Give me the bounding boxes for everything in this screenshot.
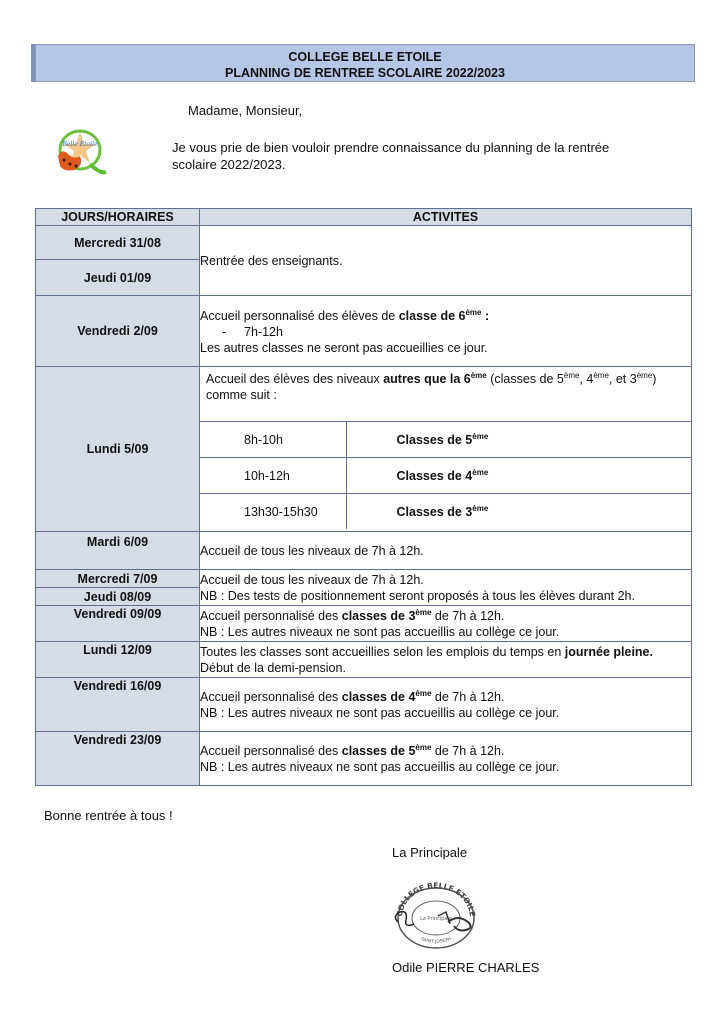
superscript: ème [472, 431, 489, 441]
activity-text: Toutes les classes sont accueillies selon les emplois du temps en [200, 645, 565, 659]
closing-text: Bonne rentrée à tous ! [44, 808, 173, 823]
activity-bold-text: : [481, 308, 490, 323]
day-cell: Mercredi 7/09 [36, 570, 200, 588]
superscript: ème [636, 370, 653, 380]
table-row [36, 532, 692, 570]
activity-note: NB : Les autres niveaux ne sont pas accueillis au collège ce jour. [200, 760, 560, 774]
day-cell: Mardi 6/09 [36, 532, 200, 570]
time-slot: 10h-12h [200, 458, 346, 494]
superscript: ème [470, 370, 487, 380]
svg-text:SAINT-JOSEPH [420, 936, 452, 945]
time-slot-row [200, 494, 691, 530]
activity-note: NB : Les autres niveaux ne sont pas accueillis au collège ce jour. [200, 706, 560, 720]
table-row [36, 570, 692, 588]
activity-text: Accueil personnalisé des élèves de [200, 308, 399, 323]
document-header [35, 44, 695, 82]
superscript: ème [472, 503, 489, 513]
activity-cell [200, 606, 692, 642]
activity-text: Accueil de tous les niveaux de 7h à 12h. [200, 573, 424, 587]
logo-text: Belle Etoile [62, 141, 98, 148]
activity-cell [200, 732, 692, 786]
table-row [36, 226, 692, 260]
time-slot-row [200, 458, 691, 494]
school-name: COLLEGE BELLE ETOILE [288, 50, 442, 64]
activity-cell: Accueil de tous les niveaux de 7h à 12h. [200, 532, 692, 570]
day-cell: Vendredi 2/09 [36, 296, 200, 367]
table-row [36, 367, 692, 532]
activity-text: , et 3 [608, 372, 637, 386]
table-row [36, 296, 692, 367]
activity-bold-text: classes de 4 [341, 690, 416, 704]
day-cell: Lundi 5/09 [36, 367, 200, 532]
class-slot [346, 458, 691, 494]
activity-cell [200, 367, 692, 532]
column-header-days: JOURS/HORAIRES [36, 209, 200, 226]
day-cell: Mercredi 31/08 [36, 226, 200, 260]
time-slot-table [200, 421, 691, 529]
activity-text: de 7h à 12h. [431, 744, 505, 758]
time-slot: 13h30-15h30 [200, 494, 346, 530]
table-row [36, 606, 692, 642]
signer-title: La Principale [392, 845, 468, 860]
class-label: Classes de 5 [396, 432, 473, 447]
schedule-table [35, 208, 692, 786]
superscript: ème [415, 607, 432, 617]
activity-bold-text: classes de 3 [341, 609, 416, 623]
signer-name: Odile PIERRE CHARLES [392, 960, 540, 975]
day-cell: Jeudi 08/09 [36, 588, 200, 606]
superscript: ème [472, 467, 489, 477]
activity-text: Les autres classes ne seront pas accueillies ce jour. [200, 340, 488, 355]
activity-bold-text: classe de 6 [398, 308, 466, 323]
activity-text: comme suit : [206, 388, 277, 402]
activity-cell [200, 678, 692, 732]
table-row [36, 678, 692, 732]
list-dash: - [222, 324, 227, 339]
school-logo-icon [50, 122, 110, 182]
class-label: Classes de 4 [396, 468, 473, 483]
superscript: ème [563, 370, 580, 380]
activity-text: , 4 [579, 372, 594, 386]
activity-text: de 7h à 12h. [431, 609, 505, 623]
intro-text: Je vous prie de bien vouloir prendre connaissance du planning de la rentrée scolaire 2022/2023. [172, 140, 610, 172]
superscript: ème [465, 307, 482, 317]
activity-bold-text: classes de 5 [341, 744, 416, 758]
day-cell: Vendredi 16/09 [36, 678, 200, 732]
school-stamp-icon [388, 878, 484, 950]
day-cell: Vendredi 09/09 [36, 606, 200, 642]
superscript: ème [415, 742, 432, 752]
activity-cell [200, 642, 692, 678]
table-row [36, 642, 692, 678]
activity-text: Début de la demi-pension. [200, 661, 346, 675]
activity-text: Accueil personnalisé des [200, 744, 342, 758]
time-text: 7h-12h [244, 324, 283, 339]
activity-cell [200, 226, 692, 296]
svg-text:COLLEGE BELLE ETOILE [395, 881, 477, 917]
activity-text: Accueil personnalisé des [200, 609, 342, 623]
activity-text: ) [652, 372, 657, 386]
activity-text: NB : Des tests de positionnement seront proposés à tous les élèves durant 2h. [200, 589, 635, 603]
day-cell: Lundi 12/09 [36, 642, 200, 678]
activity-text: Rentrée des enseignants. [200, 253, 343, 268]
day-cell: Vendredi 23/09 [36, 732, 200, 786]
activity-text: Accueil personnalisé des [200, 690, 342, 704]
activity-cell [200, 296, 692, 367]
activity-bold-text: autres que la 6 [383, 372, 471, 386]
superscript: ème [593, 370, 609, 380]
table-row [36, 732, 692, 786]
stamp-bottom-text: SAINT-JOSEPH [419, 936, 453, 945]
class-slot [346, 494, 691, 530]
column-header-activities: ACTIVITES [200, 209, 692, 226]
day-cell: Jeudi 01/09 [36, 260, 200, 296]
time-slot: 8h-10h [200, 422, 346, 458]
activity-bold-text: journée pleine. [564, 645, 653, 659]
greeting: Madame, Monsieur, [188, 103, 303, 118]
time-slot-row [200, 422, 691, 458]
table-header-row [36, 209, 692, 226]
stamp-text: COLLEGE BELLE ETOILE [394, 880, 478, 918]
superscript: ème [415, 688, 432, 698]
document-title: PLANNING DE RENTREE SCOLAIRE 2022/2023 [225, 66, 505, 80]
activity-text: Accueil des élèves des niveaux [206, 372, 384, 386]
class-label: Classes de 3 [396, 504, 473, 519]
activity-text: (classes de 5 [486, 372, 564, 386]
activity-note: NB : Les autres niveaux ne sont pas accueillis au collège ce jour. [200, 625, 560, 639]
stamp-inner-text: La Principale [420, 916, 452, 922]
class-slot [346, 422, 691, 458]
activity-cell [200, 570, 692, 606]
activity-text: de 7h à 12h. [431, 690, 505, 704]
